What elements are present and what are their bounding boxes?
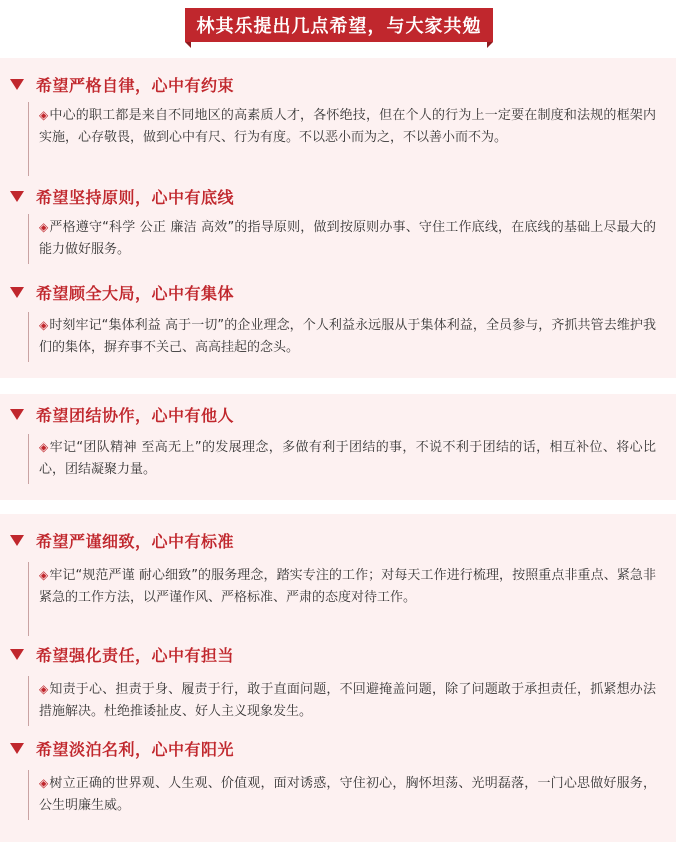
section-heading-text: 希望坚持原则，心中有底线 (36, 187, 235, 207)
section-heading (10, 72, 234, 96)
section-heading-text: 希望严格自律，心中有约束 (36, 75, 235, 95)
page-title: 林其乐提出几点希望，与大家共勉 (185, 8, 493, 42)
section-body-text: 牢记“规范严谨 耐心细致”的服务理念，踏实专注的工作；对每天工作进行梳理，按照重点非重点、紧急非紧急的工作方法，以严谨作风、严格标准、严肃的态度对待工作。 (39, 568, 656, 605)
section-group-3 (0, 514, 676, 842)
triangle-down-icon (10, 79, 24, 90)
triangle-down-icon (10, 649, 24, 660)
section-heading-text: 希望强化责任，心中有担当 (36, 645, 235, 665)
triangle-down-icon (10, 743, 24, 754)
diamond-bullet-icon: ◈ (39, 568, 49, 582)
diamond-bullet-icon: ◈ (39, 776, 49, 790)
section-body-text: 严格遵守“科学 公正 廉洁 高效”的指导原则，做到按原则办事、守住工作底线，在底线的基础上尽最大的能力做好服务。 (39, 220, 656, 257)
section-body (28, 676, 664, 726)
section-heading-text: 希望团结协作，心中有他人 (36, 405, 235, 425)
triangle-down-icon (10, 409, 24, 420)
section-body (28, 562, 664, 636)
section-heading (10, 280, 234, 304)
section-heading (10, 736, 234, 760)
section-heading-text: 希望顾全大局，心中有集体 (36, 283, 235, 303)
section-body (28, 770, 664, 820)
section-body (28, 312, 664, 362)
section-body-text: 树立正确的世界观、人生观、价值观，面对诱惑，守住初心，胸怀坦荡、光明磊落，一门心思做好服务，公生明廉生威。 (39, 776, 656, 813)
section-body-text: 知责于心、担责于身、履责于行，敢于直面问题，不回避掩盖问题，除了问题敢于承担责任，抓紧想办法措施解决。杜绝推诿扯皮、好人主义现象发生。 (39, 682, 656, 719)
section-body-text: 时刻牢记“集体利益 高于一切”的企业理念，个人利益永远服从于集体利益，全员参与，齐抓共管去维护我们的集体，摒弃事不关己、高高挂起的念头。 (39, 318, 656, 355)
section-heading-text: 希望淡泊名利，心中有阳光 (36, 739, 235, 759)
section-body-text: 牢记“团队精神 至高无上”的发展理念，多做有利于团结的事，不说不利于团结的话，相互补位、将心比心，团结凝聚力量。 (39, 440, 656, 477)
section-heading-text: 希望严谨细致，心中有标准 (36, 531, 235, 551)
diamond-bullet-icon: ◈ (39, 318, 49, 332)
section-heading (10, 642, 234, 666)
section-body (28, 434, 664, 484)
section-group-2 (0, 394, 676, 500)
triangle-down-icon (10, 287, 24, 298)
section-group-1 (0, 58, 676, 378)
section-body-text: 中心的职工都是来自不同地区的高素质人才，各怀绝技，但在个人的行为上一定要在制度和法规的框架内实施，心存敬畏，做到心中有尺、行为有度。不以恶小而为之，不以善小而不为。 (39, 108, 656, 145)
triangle-down-icon (10, 535, 24, 546)
section-heading (10, 402, 234, 426)
diamond-bullet-icon: ◈ (39, 108, 49, 122)
diamond-bullet-icon: ◈ (39, 440, 49, 454)
diamond-bullet-icon: ◈ (39, 220, 49, 234)
section-heading (10, 528, 234, 552)
diamond-bullet-icon: ◈ (39, 682, 49, 696)
triangle-down-icon (10, 191, 24, 202)
section-body (28, 214, 664, 264)
section-heading (10, 184, 234, 208)
section-body (28, 102, 664, 176)
